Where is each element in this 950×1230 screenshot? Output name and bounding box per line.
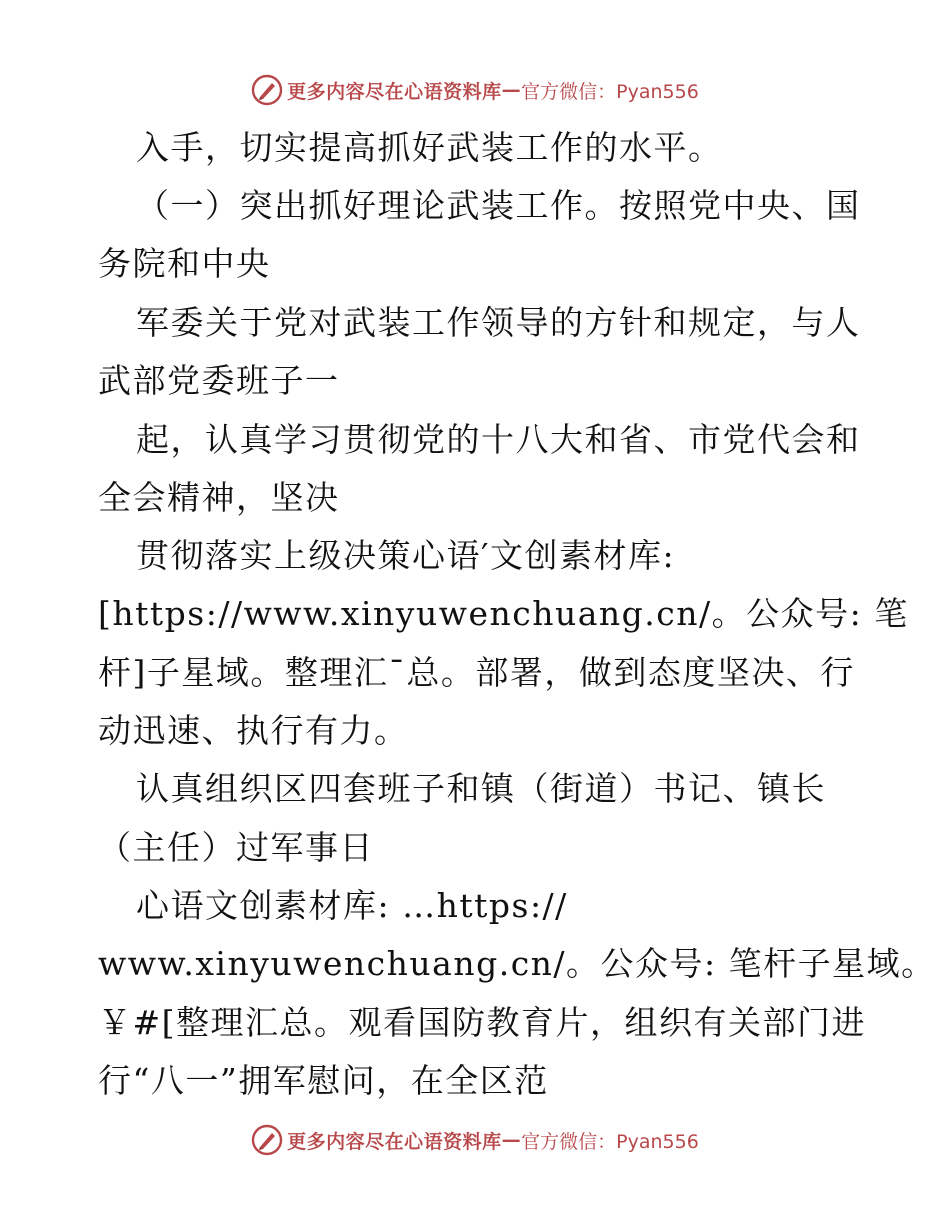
- body-line: 起，认真学习贯彻党的十八大和省、市党代会和: [136, 420, 861, 459]
- body-line: 杆]子星域。整理汇¯总。部署，做到态度坚决、行: [98, 653, 855, 692]
- body-line: 行“八一”拥军慰问，在全区范: [98, 1061, 549, 1100]
- body-line: 武部党委班子一: [98, 361, 340, 400]
- body-line: www.xinyuwenchuang.cn/。公众号: 笔杆子星域。: [98, 944, 936, 983]
- body-line: 认真组织区四套班子和镇（街道）书记、镇长: [136, 769, 826, 808]
- body-line: （一）突出抓好理论武装工作。按照党中央、国: [136, 186, 861, 225]
- pen-logo-icon: [251, 1124, 283, 1156]
- body-line: 入手，切实提高抓好武装工作的水平。: [136, 128, 723, 167]
- header-watermark: [0, 72, 950, 108]
- watermark-wechat: 官方微信：Pyan556: [521, 1130, 699, 1153]
- body-line: 贯彻落实上级决策心语′文创素材库:: [136, 536, 676, 575]
- watermark-text: 更多内容尽在心语资料库: [287, 1130, 502, 1153]
- body-line: ￥#[整理汇总。观看国防教育片，组织有关部门进: [98, 1003, 867, 1042]
- watermark-text: 更多内容尽在心语资料库: [287, 80, 502, 103]
- pen-logo-icon: [251, 74, 283, 106]
- body-line: 军委关于党对武装工作领导的方针和规定，与人: [136, 303, 861, 342]
- body-line: 心语文创素材库: …https://: [136, 886, 568, 925]
- body-line: 全会精神，坚决: [98, 478, 340, 517]
- watermark-separator: —: [501, 79, 522, 101]
- footer-watermark: [0, 1122, 950, 1158]
- body-line: 务院和中央: [98, 244, 271, 283]
- body-line: [https://www.xinyuwenchuang.cn/。公众号: 笔: [98, 594, 909, 633]
- watermark-wechat: 官方微信：Pyan556: [521, 80, 699, 103]
- watermark-separator: —: [501, 1129, 522, 1151]
- body-line: （主任）过军事日: [98, 828, 374, 867]
- body-line: 动迅速、执行有力。: [98, 711, 409, 750]
